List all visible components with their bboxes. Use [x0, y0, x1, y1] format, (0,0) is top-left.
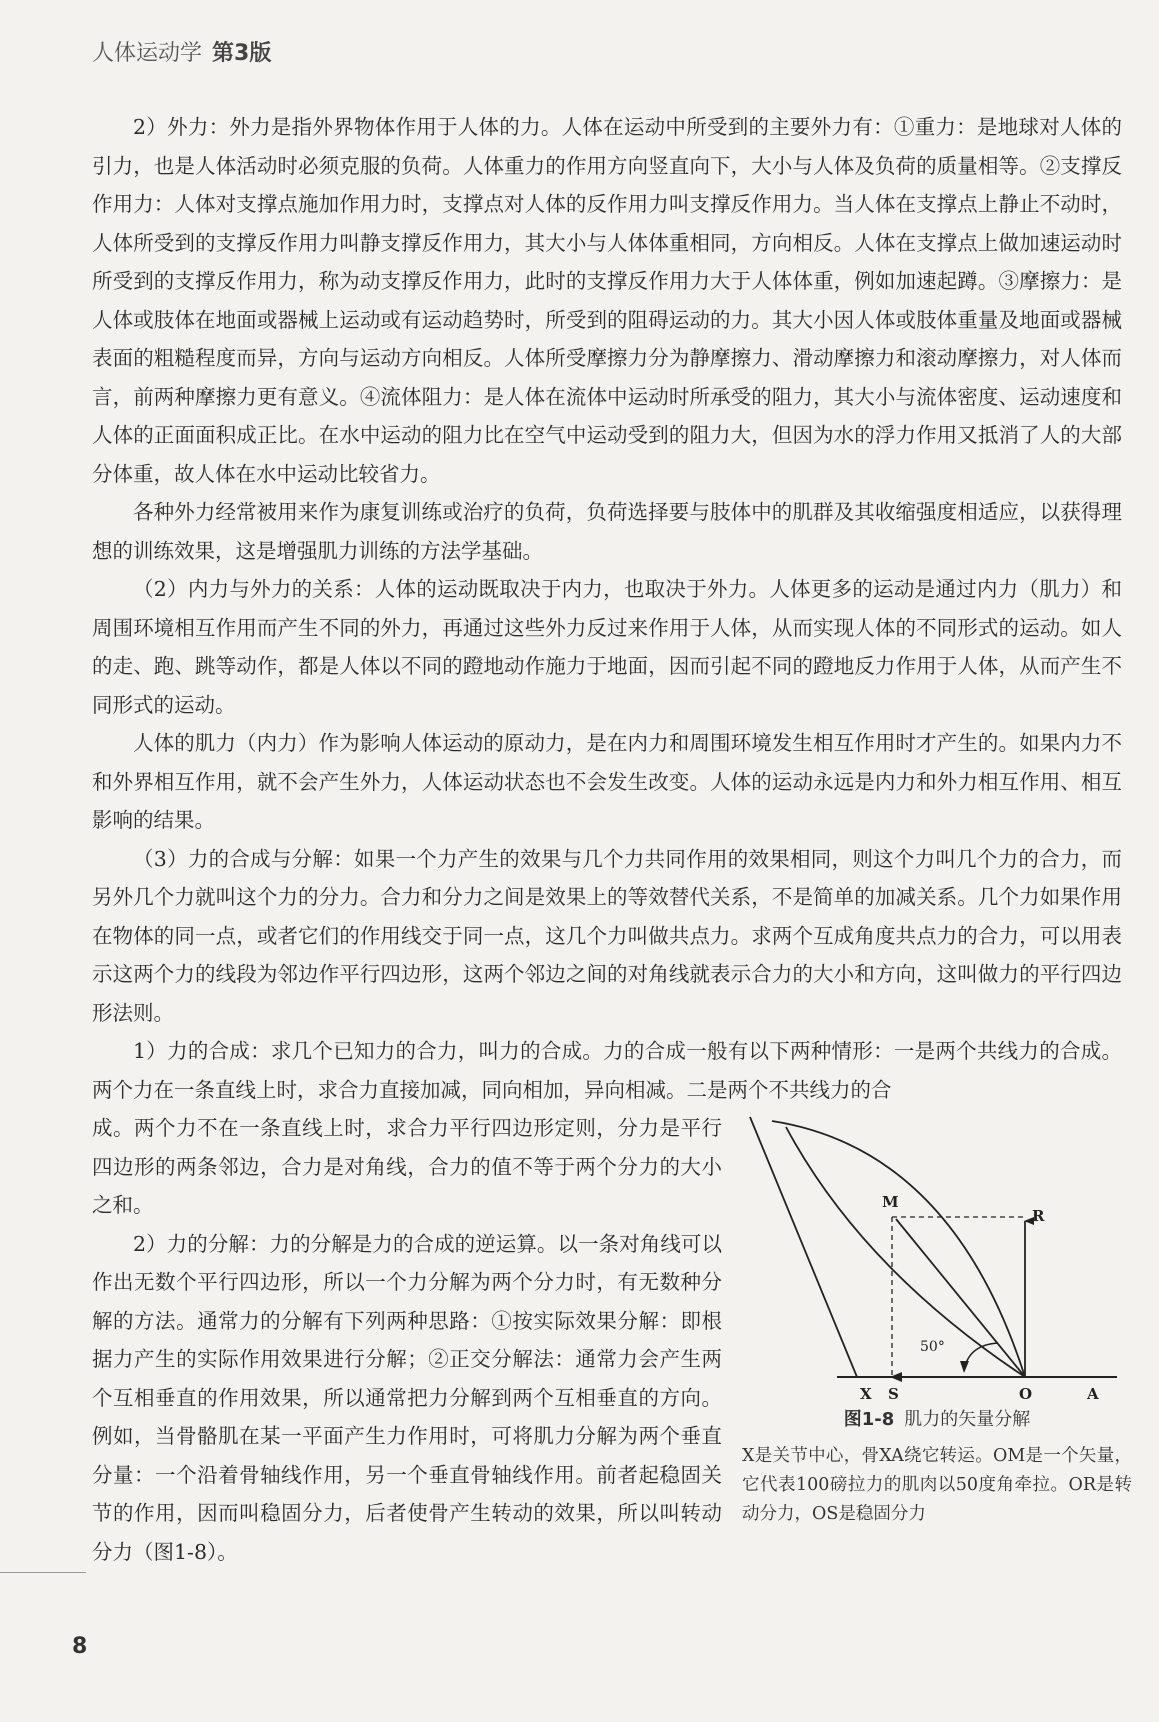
figure-note: X是关节中心，骨XA绕它转运。OM是一个矢量，它代表100磅拉力的肌肉以50度角牵拉。OR是转动分力，OS是稳固分力	[742, 1445, 1132, 1524]
footer-rule	[0, 1572, 86, 1573]
edition-label: 第3版	[212, 41, 272, 66]
left-column-text	[92, 1109, 722, 1571]
muscle-outline-upper	[772, 1121, 1025, 1377]
page-number: 8	[72, 1634, 88, 1659]
paragraph-muscle-force: 人体的肌力（内力）作为影响人体运动的原动力，是在内力和周围环境发生相互作用时才产生的。如果内力不和外界相互作用，就不会产生外力，人体运动状态也不会发生改变。人体的运动永远是内力和外力相互作用、相互影响的结果。	[92, 731, 1122, 832]
muscle-outline-lower	[786, 1127, 1025, 1377]
label-a: A	[1087, 1385, 1099, 1399]
body-text	[92, 108, 1132, 1571]
book-title: 人体运动学	[92, 41, 203, 66]
paragraph-composition-cases: 1）力的合成：求几个已知力的合力，叫力的合成。力的合成一般有以下两种情形：一是两个共线力的合成。两个力在一条直线上时，求合力直接加减，同向相加，异向相减。二是两个不共线力的合	[92, 1039, 1122, 1102]
paragraph-force-composition: （3）力的合成与分解：如果一个力产生的效果与几个力共同作用的效果相同，则这个力叫几个力的合力，而另外几个力就叫这个力的分力。合力和分力之间是效果上的等效替代关系，不是简单的加减关系。几个力如果作用在物体的同一点，或者它们的作用线交于同一点，这几个力叫做共点力。求两个互成角度共点力的合力，可以用表示这两个力的线段为邻边作平行四边形，这两个邻边之间的对角线就表示合力的大小和方向，这叫做力的平行四边形法则。	[92, 846, 1122, 1025]
figure-title: 肌力的矢量分解	[904, 1409, 1031, 1430]
vector-diagram	[742, 1109, 1132, 1399]
figure-1-8	[742, 1109, 1132, 1529]
label-angle: 50°	[920, 1339, 945, 1355]
label-m: M	[882, 1193, 899, 1211]
figure-caption	[742, 1401, 1132, 1440]
running-header	[92, 36, 271, 67]
paragraph-internal-external-relation: （2）内力与外力的关系：人体的运动既取决于内力，也取决于外力。人体更多的运动是通过内力（肌力）和周围环境相互作用而产生不同的外力，再通过这些外力反过来作用于人体，从而实现人体的不同形式的运动。如人的走、跑、跳等动作，都是人体以不同的蹬地动作施力于地面，因而引起不同的蹬地反力作用于人体，从而产生不同形式的运动。	[92, 577, 1122, 717]
paragraph-composition-continued: 成。两个力不在一条直线上时，求合力平行四边形定则，分力是平行四边形的两条邻边，合力是对角线，合力的值不等于两个分力的大小之和。	[92, 1116, 722, 1217]
label-x: X	[860, 1385, 872, 1399]
angle-arc	[964, 1343, 998, 1371]
text-figure-section	[92, 1109, 1132, 1571]
label-o: O	[1019, 1385, 1033, 1399]
label-s: S	[888, 1385, 899, 1399]
figure-number: 图1-8	[843, 1409, 895, 1430]
paragraph-external-force: 2）外力：外力是指外界物体作用于人体的力。人体在运动中所受到的主要外力有：①重力：是地球对人体的引力，也是人体活动时必须克服的负荷。人体重力的作用方向竖直向下，大小与人体及负荷的质量相等。②支撑反作用力：人体对支撑点施加作用力时，支撑点对人体的反作用力叫支撑反作用力。当人体在支撑点上静止不动时，人体所受到的支撑反作用力叫静支撑反作用力，其大小与人体体重相同，方向相反。人体在支撑点上做加速运动时所受到的支撑反作用力，称为动支撑反作用力，此时的支撑反作用力大于人体体重，例如加速起蹲。③摩擦力：是人体或肢体在地面或器械上运动或有运动趋势时，所受到的阻碍运动的力。其大小因人体或肢体重量及地面或器械表面的粗糙程度而异，方向与运动方向相反。人体所受摩擦力分为静摩擦力、滑动摩擦力和滚动摩擦力，对人体而言，前两种摩擦力更有意义。④流体阻力：是人体在流体中运动时所承受的阻力，其大小与流体密度、运动速度和人体的正面面积成正比。在水中运动的阻力比在空气中运动受到的阻力大，但因为水的浮力作用又抵消了人的大部分体重，故人体在水中运动比较省力。	[92, 115, 1122, 486]
paragraph-external-load: 各种外力经常被用来作为康复训练或治疗的负荷，负荷选择要与肢体中的肌群及其收缩强度相适应，以获得理想的训练效果，这是增强肌力训练的方法学基础。	[92, 500, 1122, 563]
angle-arrowhead	[960, 1361, 969, 1373]
label-r: R	[1032, 1207, 1045, 1225]
paragraph-force-decomposition: 2）力的分解：力的分解是力的合成的逆运算。以一条对角线可以作出无数个平行四边形，所以一个力分解为两个分力时，有无数种分解的方法。通常力的分解有下列两种思路：①按实际效果分解：即根据力产生的实际作用效果进行分解；②正交分解法：通常力会产生两个互相垂直的作用效果，所以通常把力分解到两个互相垂直的方向。例如，当骨骼肌在某一平面产生力作用时，可将肌力分解为两个垂直分量：一个沿着骨轴线作用，另一个垂直骨轴线作用。前者起稳固关节的作用，因而叫稳固分力，后者使骨产生转动的效果，所以叫转动分力（图1-8）。	[92, 1231, 722, 1564]
